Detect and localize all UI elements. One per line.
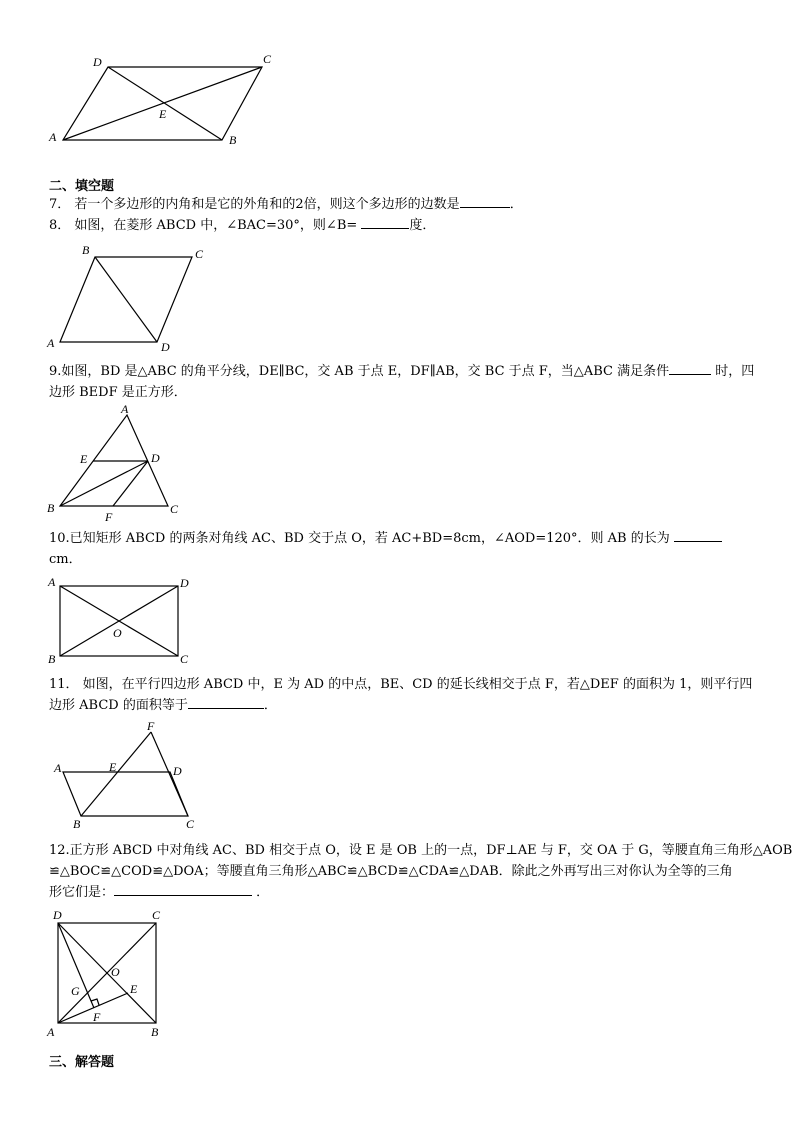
question-7-end: ． [509, 197, 523, 212]
label-b: B [48, 652, 56, 666]
answer-blank-9[interactable] [669, 362, 711, 375]
question-10-text: 10.已知矩形 ABCD 的两条对角线 AC、BD 交于点 O，若 AC+BD=8cm，∠AOD=120°．则 AB 的长为 [49, 531, 670, 546]
label-g: G [71, 984, 80, 998]
label-c: C [195, 247, 204, 261]
label-d: D [53, 908, 62, 922]
label-a: A [48, 575, 56, 589]
question-8 [49, 216, 435, 235]
label-e: E [159, 107, 167, 121]
segment-bd [60, 461, 148, 506]
diagonal-bd [108, 67, 222, 140]
diagonal-ac [63, 67, 262, 140]
figure-rectangle-10 [0, 570, 794, 670]
question-9-line1-end: 时，四 [715, 364, 755, 379]
question-9-line-2: 边形 BEDF 是正方形． [49, 385, 187, 400]
figure-parallelogram-11 [0, 715, 794, 835]
label-f: F [147, 719, 155, 733]
answer-blank-11[interactable] [188, 696, 264, 709]
question-12-end: ． [256, 885, 270, 900]
answer-blank-10[interactable] [674, 529, 722, 542]
figure-rhombus [0, 240, 794, 354]
segment-df [113, 461, 148, 506]
question-9-text: 9.如图，BD 是△ABC 的角平分线，DE∥BC，交 AB 于点 E，DF∥AB，交 BC 于点 F，当△ABC 满足条件 [49, 364, 670, 379]
section-answer-title: 三、解答题 [49, 1055, 115, 1070]
segment-bf [81, 732, 151, 816]
label-a: A [54, 761, 62, 775]
question-10-line-2: cm． [49, 552, 82, 567]
figure-triangle-9 [0, 400, 794, 525]
question-12-line-3 [49, 883, 269, 902]
label-o: O [113, 626, 122, 640]
label-b: B [73, 817, 81, 831]
section-fill-in-title: 二、填空题 [49, 179, 115, 194]
label-a: A [49, 130, 57, 144]
label-d: D [93, 55, 102, 69]
label-o: O [111, 965, 120, 979]
label-b: B [151, 1025, 159, 1039]
label-b: B [82, 243, 90, 257]
label-e: E [109, 760, 117, 774]
question-11-line-1: 11． 如图，在平行四边形 ABCD 中，E 为 AD 的中点，BE、CD 的延长线相交于点 F，若△DEF 的面积为 1，则平行四 [49, 677, 753, 692]
label-a: A [121, 402, 129, 416]
segment-cf [151, 732, 188, 816]
question-11-end: ． [263, 698, 277, 713]
label-c: C [186, 817, 195, 831]
label-c: C [170, 502, 179, 516]
label-d: D [151, 451, 160, 465]
label-c: C [152, 908, 161, 922]
label-e: E [80, 452, 88, 466]
label-e: E [130, 982, 138, 996]
answer-blank-8[interactable] [361, 216, 409, 229]
question-9-line-1 [49, 362, 754, 381]
label-b: B [47, 501, 55, 515]
question-7-text: 7． 若一个多边形的内角和是它的外角和的2倍，则这个多边形的边数是 [49, 197, 460, 212]
answer-blank-7[interactable] [460, 195, 510, 208]
question-7 [49, 195, 523, 214]
question-12-line-2: ≌△BOC≌△COD≌△DOA；等腰直角三角形△ABC≌△BCD≌△CDA≌△DAB．除此之外再写出三对你认为全等的三角 [49, 864, 733, 879]
question-12-line-1: 12.正方形 ABCD 中对角线 AC、BD 相交于点 O，设 E 是 OB 上的一点，DF⊥AE 与 F，交 OA 于 G，等腰直角三角形△AOB [49, 843, 793, 858]
diagonal-bd [95, 257, 157, 342]
question-8-end: 度． [409, 218, 436, 233]
label-c: C [263, 52, 272, 66]
label-f: F [105, 510, 113, 524]
label-a: A [47, 336, 55, 350]
label-a: A [47, 1025, 55, 1039]
question-10-line-1 [49, 529, 722, 548]
label-d: D [180, 576, 189, 590]
label-c: C [180, 652, 189, 666]
answer-blank-12[interactable] [114, 883, 252, 896]
question-12-text: 形它们是： [49, 885, 115, 900]
label-d: D [173, 764, 182, 778]
figure-square-12 [0, 905, 794, 1045]
question-8-text: 8． 如图，在菱形 ABCD 中，∠BAC=30°，则∠B= [49, 218, 358, 233]
question-11-text: 边形 ABCD 的面积等于 [49, 698, 188, 713]
label-d: D [161, 340, 170, 354]
question-11-line-2 [49, 696, 277, 715]
figure-parallelogram-top [0, 0, 794, 160]
label-f: F [93, 1010, 101, 1024]
parallelogram-abcd [63, 772, 188, 816]
label-b: B [229, 133, 237, 147]
